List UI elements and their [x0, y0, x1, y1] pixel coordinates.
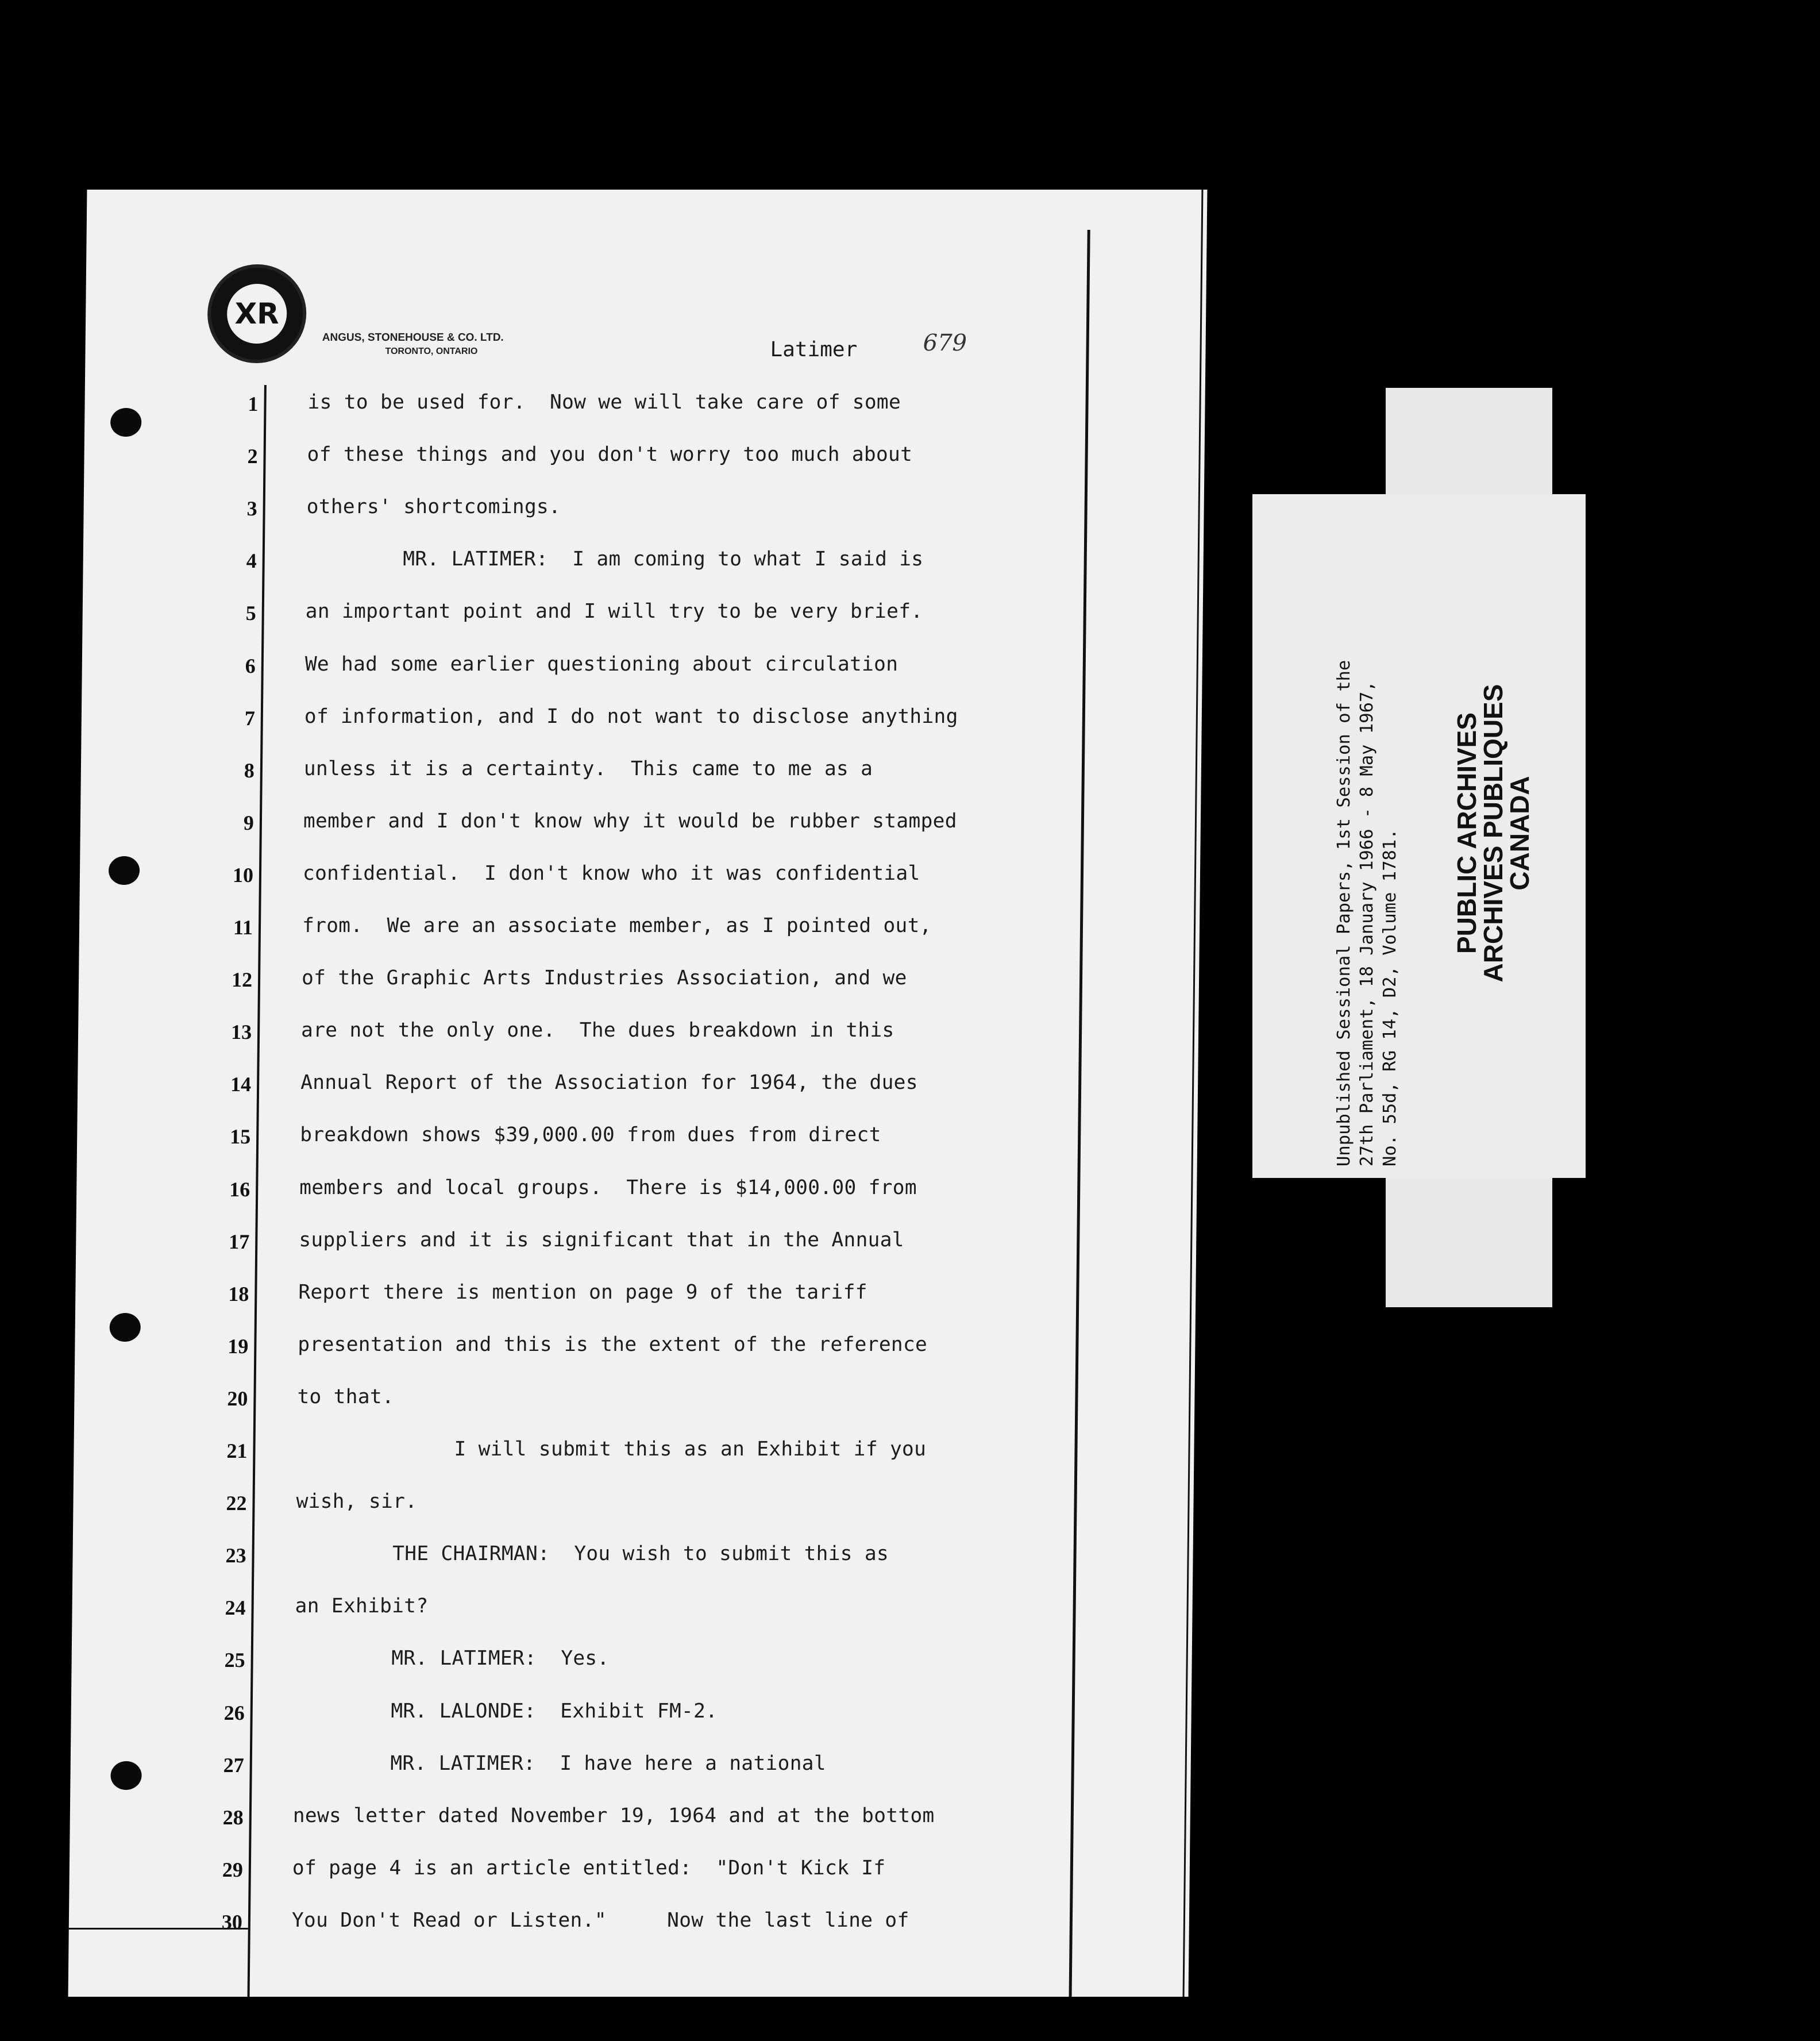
- transcript-line: news letter dated November 19, 1964 and at the bottom: [292, 1804, 935, 1827]
- page-number: 679: [923, 330, 967, 356]
- archive-stamp-line-3: CANADA: [1505, 776, 1534, 891]
- running-head: Latimer: [770, 338, 858, 361]
- line-number: 12: [231, 968, 253, 992]
- line-number: 14: [230, 1073, 252, 1096]
- transcript-line: of these things and you don't worry too much about: [307, 443, 913, 467]
- transcript-line: members and local groups. There is $14,000.00 from: [299, 1176, 917, 1199]
- line-number: 22: [226, 1492, 247, 1515]
- transcription-member-logo: [207, 264, 307, 363]
- line-number: 10: [232, 863, 254, 887]
- line-number: 27: [223, 1753, 244, 1777]
- transcript-line: is to be used for. Now we will take care of some: [307, 391, 901, 414]
- line-number: 26: [223, 1701, 245, 1724]
- line-number: 2: [247, 445, 258, 468]
- line-number: 9: [243, 811, 255, 834]
- line-number: 18: [228, 1282, 249, 1306]
- transcript-line: Report there is mention on page 9 of the tariff: [298, 1280, 867, 1304]
- line-number: 28: [222, 1805, 244, 1829]
- transcript-line: to that.: [297, 1385, 395, 1408]
- line-number: 20: [227, 1387, 248, 1410]
- transcript-line: of information, and I do not want to disclose anything: [304, 704, 958, 728]
- transcript-line: You Don't Read or Listen." Now the last line of: [291, 1908, 909, 1932]
- line-number: 11: [233, 916, 253, 939]
- archive-reference-line-3: No. 55d, RG 14, D2, Volume 1781.: [1380, 829, 1400, 1166]
- punch-hole-4: [110, 1761, 142, 1790]
- transcript-line: are not the only one. The dues breakdown in this: [300, 1019, 894, 1042]
- firm-name: ANGUS, STONEHOUSE & CO. LTD.: [322, 332, 504, 344]
- transcript-line: from. We are an associate member, as I pointed out,: [302, 914, 932, 937]
- transcript-line: breakdown shows $39,000.00 from dues from direct: [300, 1123, 881, 1147]
- line-number: 16: [229, 1177, 250, 1201]
- line-number: 25: [224, 1649, 245, 1672]
- archive-reference-line-2: 27th Parliament, 18 January 1966 - 8 May 1967,: [1357, 681, 1377, 1166]
- line-number: 24: [225, 1596, 246, 1620]
- transcript-line: MR. LATIMER: I am coming to what I said is: [306, 548, 924, 571]
- line-number: 5: [245, 602, 256, 625]
- transcript-line: MR. LATIMER: Yes.: [294, 1647, 610, 1670]
- transcript-page: [68, 190, 1208, 1997]
- transcript-line: THE CHAIRMAN: You wish to submit this as: [295, 1542, 889, 1566]
- transcript-line: others' shortcomings.: [306, 495, 561, 519]
- archive-label-front: [1252, 494, 1586, 1178]
- line-number: 19: [228, 1334, 249, 1358]
- line-number: 4: [246, 549, 257, 573]
- firm-letterhead: [322, 331, 504, 359]
- line-number: 23: [225, 1544, 246, 1568]
- transcript-line: of page 4 is an article entitled: "Don't Kick If: [292, 1856, 886, 1880]
- firm-city: TORONTO, ONTARIO: [385, 346, 478, 356]
- line-number: 30: [221, 1910, 243, 1934]
- line-number: 7: [244, 706, 256, 730]
- archive-stamp-line-2: ARCHIVES PUBLIQUES: [1478, 684, 1508, 983]
- transcript-line: member and I don't know why it would be rubber stamped: [303, 809, 957, 833]
- line-number: 21: [226, 1439, 248, 1462]
- line-number: 1: [248, 392, 259, 415]
- transcript-line: I will submit this as an Exhibit if you: [296, 1438, 927, 1461]
- punch-hole-1: [110, 408, 142, 437]
- line-number: 15: [229, 1125, 251, 1149]
- transcript-line: of the Graphic Arts Industries Association, and we: [301, 966, 907, 990]
- archive-stamp-line-1: PUBLIC ARCHIVES: [1452, 713, 1482, 954]
- transcript-line: We had some earlier questioning about circulation: [304, 652, 899, 676]
- transcript-line: confidential. I don't know who it was confidential: [302, 861, 920, 885]
- archive-reference-line-1: Unpublished Sessional Papers, 1st Session of the: [1334, 660, 1354, 1166]
- right-margin-rule: [1069, 230, 1090, 1997]
- transcript-line: MR. LALONDE: Exhibit FM-2.: [294, 1699, 718, 1723]
- page-edge-rule: [1183, 190, 1204, 1997]
- punch-hole-2: [109, 856, 140, 885]
- archive-reference: [1333, 488, 1402, 1166]
- transcript-line: Annual Report of the Association for 1964, the dues: [300, 1071, 919, 1095]
- line-number: 29: [222, 1858, 244, 1881]
- transcript-line: wish, sir.: [296, 1490, 418, 1514]
- logo-monogram: XR: [234, 297, 280, 330]
- left-margin-rule: [248, 385, 267, 1997]
- archive-stamp: [1453, 661, 1533, 1006]
- line-number: 13: [230, 1020, 252, 1044]
- transcript-line: suppliers and it is significant that in the Annual: [299, 1228, 905, 1251]
- transcript-line: MR. LATIMER: I have here a national: [293, 1751, 827, 1775]
- line-number: 3: [246, 497, 257, 521]
- line-number: 17: [229, 1230, 250, 1253]
- line-number: 6: [245, 654, 256, 677]
- transcript-line: an important point and I will try to be very brief.: [305, 600, 923, 623]
- transcript-line: presentation and this is the extent of the reference: [298, 1333, 928, 1356]
- line-number: 8: [244, 758, 255, 782]
- transcript-line: an Exhibit?: [295, 1595, 429, 1618]
- transcript-line: unless it is a certainty. This came to me as a: [303, 757, 873, 780]
- punch-hole-3: [109, 1313, 141, 1342]
